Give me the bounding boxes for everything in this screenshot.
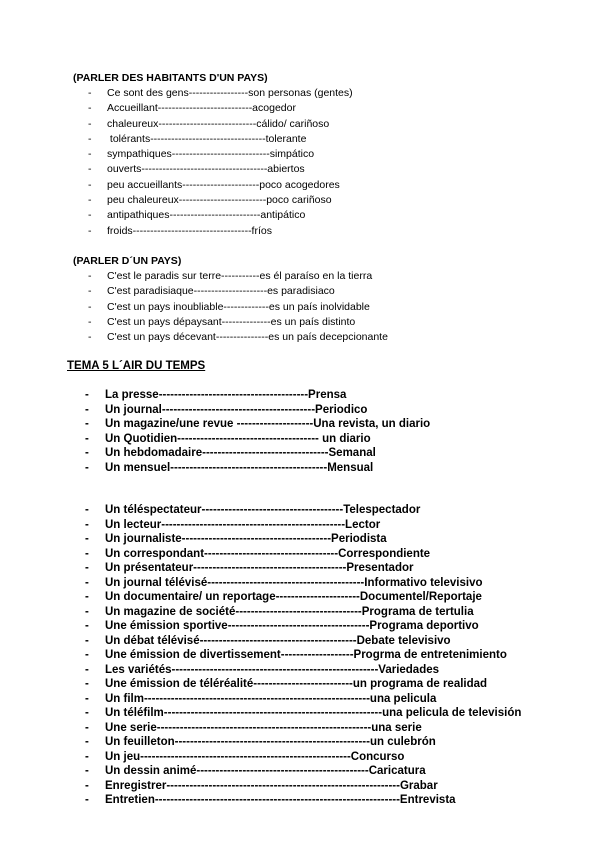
list-item: - Un magazine de société---------------------------------Programa de tertulia [85, 605, 474, 618]
list-item: - C'est le paradis sur terre-----------es él paraíso en la tierra [88, 270, 373, 282]
list-item: - tolérants---------------------------------tolerante [88, 132, 307, 145]
country-vocab-list [88, 269, 388, 345]
press-vocab-list [85, 388, 430, 475]
list-item: - Un Quotidien------------------------------------- un diario [85, 432, 371, 445]
list-item: - Un jeu-------------------------------------------------------Concurso [85, 750, 405, 763]
list-item: - Un téléfilm---------------------------------------------------------una pelicula de televisión [85, 707, 522, 719]
list-item: - Un correspondant-----------------------------------Correspondiente [85, 547, 431, 560]
list-item: - Un journal télévisé-----------------------------------------Informativo televisivo [85, 576, 483, 589]
list-item: - Un dessin animé---------------------------------------------Caricatura [85, 765, 426, 777]
tv-vocab-list [85, 503, 521, 808]
list-item: - C'est un pays inoubliable-------------es un país inolvidable [88, 300, 370, 313]
list-item: - froids----------------------------------fríos [88, 224, 272, 237]
list-item: - Enregistrer-------------------------------------------------------------Grabar [85, 779, 438, 792]
list-item: - C'est un pays dépaysant--------------es un país distinto [88, 315, 356, 328]
list-item: - C'est un pays décevant---------------es un país decepcionante [88, 331, 388, 344]
list-item: - Accueillant---------------------------acogedor [88, 102, 296, 115]
list-item: - Un journal----------------------------------------Periodico [85, 403, 368, 416]
list-item: - peu accueillants----------------------poco acogedores [88, 178, 340, 191]
list-item: - sympathiques----------------------------simpático [88, 148, 315, 161]
list-item: - Un feuilleton---------------------------------------------------un culebrón [85, 736, 436, 748]
list-item: - Un lecteur------------------------------------------------Lector [85, 518, 381, 531]
list-item: - Ce sont des gens-----------------son personas (gentes) [88, 87, 353, 99]
list-item: - ouverts------------------------------------abiertos [88, 163, 305, 176]
list-item: - Une émission de divertissement-------------------Progrma de entretenimiento [85, 649, 507, 661]
list-item: - C'est paradisiaque---------------------es paradisiaco [88, 285, 335, 298]
list-item: - Un débat télévisé-----------------------------------------Debate televisivo [85, 634, 451, 647]
list-item: - Entretien----------------------------------------------------------------Entrevista [85, 794, 456, 806]
list-item: - peu chaleureux-------------------------poco cariñoso [88, 194, 332, 207]
list-item: - chaleureux----------------------------cálido/ cariñoso [88, 117, 330, 130]
list-item: - Une émission de téléréalité--------------------------un programa de realidad [85, 678, 488, 690]
list-item: - Un hebdomadaire---------------------------------Semanal [85, 447, 376, 459]
list-item: - Une serie--------------------------------------------------------una serie [85, 721, 422, 734]
section-heading-country: (PARLER D´UN PAYS) [73, 255, 182, 267]
list-item: - Un film-----------------------------------------------------------una pelicula [85, 692, 437, 705]
list-item: - Un présentateur----------------------------------------Presentador [85, 562, 414, 574]
list-item: - Les variétés------------------------------------------------------Variedades [85, 663, 440, 676]
page-title: TEMA 5 L´AIR DU TEMPS [67, 360, 206, 372]
list-item: - Un téléspectateur-------------------------------------Telespectador [85, 504, 421, 516]
inhabitants-vocab-list [88, 86, 353, 239]
section-heading-inhabitants: (PARLER DES HABITANTS D'UN PAYS) [73, 72, 268, 84]
list-item: - Un magazine/une revue --------------------Una revista, un diario [85, 418, 431, 430]
list-item: - antipathiques--------------------------antipático [88, 209, 306, 222]
list-item: - Un journaliste---------------------------------------Periodista [85, 533, 387, 545]
list-item: - Une émission sportive-------------------------------------Programa deportivo [85, 620, 479, 632]
list-item: - La presse---------------------------------------Prensa [85, 389, 347, 401]
list-item: - Un documentaire/ un reportage----------------------Documentel/Reportaje [85, 591, 482, 603]
list-item: - Un mensuel-----------------------------------------Mensual [85, 461, 374, 474]
